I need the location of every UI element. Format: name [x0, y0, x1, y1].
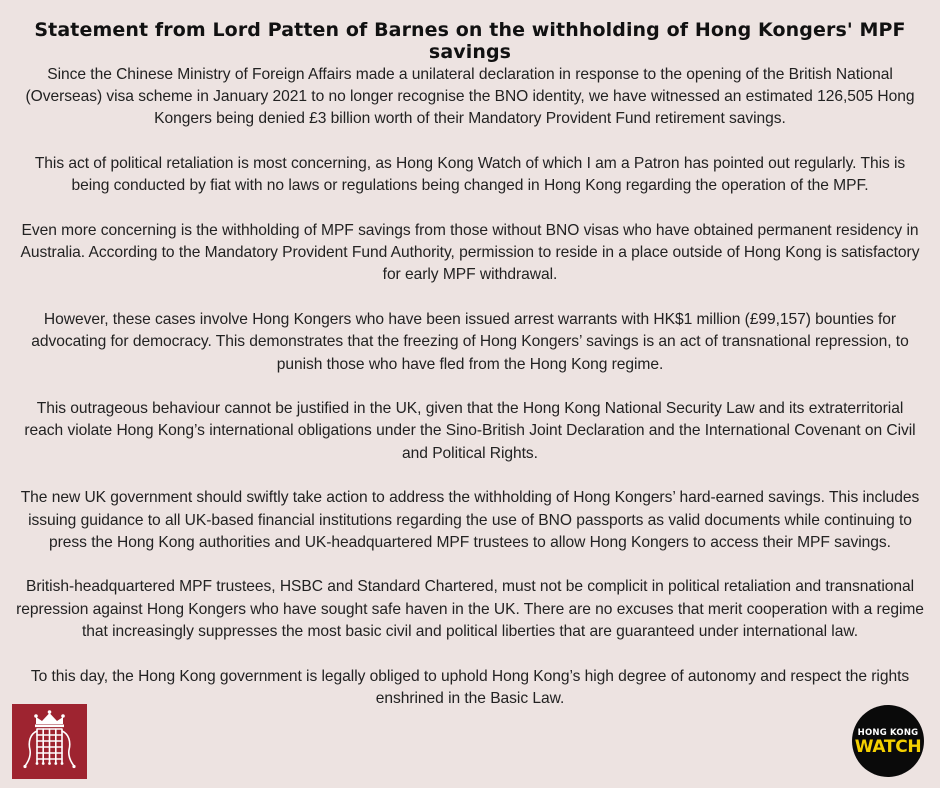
paragraph-line: for early MPF withdrawal. — [382, 266, 558, 284]
statement-paragraph — [0, 666, 940, 710]
portcullis-logo — [12, 704, 87, 779]
statement-paragraph — [0, 220, 940, 287]
hong-kong-watch-logo — [852, 705, 924, 777]
paragraph-line: Even more concerning is the withholding of MPF savings from those without BNO visas who have obtained permanent residency in — [21, 222, 919, 240]
statement-paragraph — [0, 309, 940, 376]
paragraph-line: punish those who have fled from the Hong Kong regime. — [276, 355, 664, 373]
statement-paragraph — [0, 398, 940, 465]
statement-paragraph — [0, 576, 940, 643]
paragraph-line: that increasingly suppresses the most basic civil and political liberties that are guaranteed under international law. — [82, 622, 858, 640]
paragraph-line: Kongers being denied £3 billion worth of their Mandatory Provident Fund retirement savings. — [154, 110, 786, 128]
logo-line-2: WATCH — [854, 737, 922, 757]
logo-line-1: HONG KONG — [857, 728, 919, 738]
statement-paragraph — [0, 64, 940, 131]
statement-paragraph — [0, 487, 940, 554]
paragraph-line: Since the Chinese Ministry of Foreign Affairs made a unilateral declaration in response to the opening of the British National — [47, 66, 893, 83]
paragraph-line: and Political Rights. — [402, 444, 538, 462]
portcullis-crown-icon — [12, 704, 87, 779]
paragraph-line: This act of political retaliation is most concerning, as Hong Kong Watch of which I am a Patron has pointed out regularly. This is — [34, 155, 906, 173]
paragraph-line: The new UK government should swiftly take action to address the withholding of Hong Kongers’ hard-earned savings. This includes — [20, 489, 920, 507]
paragraph-line: Australia. According to the Mandatory Provident Fund Authority, permission to reside in a place outside of Hong Kong is satisfactory — [20, 244, 920, 262]
paragraph-line: This outrageous behaviour cannot be justified in the UK, given that the Hong Kong National Security Law and its extraterritorial — [36, 400, 904, 418]
paragraph-line: being conducted by fiat with no laws or regulations being changed in Hong Kong regarding the operation of the MPF. — [71, 177, 869, 195]
paragraph-line: reach violate Hong Kong’s international obligations under the Sino-British Joint Declaration and the International Covenant on Civil — [24, 422, 916, 440]
paragraph-line: British-headquartered MPF trustees, HSBC and Standard Chartered, must not be complicit in political retaliation and transnational — [25, 578, 915, 596]
paragraph-line: issuing guidance to all UK-based financial institutions regarding the use of BNO passports as valid documents while continuing to — [28, 511, 912, 529]
paragraph-line: enshrined in the Basic Law. — [375, 689, 565, 707]
statement-body — [0, 64, 940, 732]
paragraph-line: repression against Hong Kongers who have sought safe haven in the UK. There are no excuses that merit cooperation with a regime — [16, 600, 924, 618]
paragraph-line: advocating for democracy. This demonstrates that the freezing of Hong Kongers’ savings is an act of transnational repression, to — [31, 333, 909, 351]
paragraph-line: However, these cases involve Hong Kongers who have been issued arrest warrants with HK$1 million (£99,157) bounties for — [43, 311, 897, 329]
page-title: Statement from Lord Patten of Barnes on the withholding of Hong Kongers' MPF savings — [34, 19, 906, 63]
paragraph-line: (Overseas) visa scheme in January 2021 to no longer recognise the BNO identity, we have witnessed an estimated 126,505 Hong — [25, 88, 915, 106]
paragraph-line: To this day, the Hong Kong government is legally obliged to uphold Hong Kong’s high degree of autonomy and respect the rights — [30, 667, 910, 685]
paragraph-line: press the Hong Kong authorities and UK-headquartered MPF trustees to allow Hong Kongers to access their MPF savings. — [49, 533, 891, 551]
statement-paragraph — [0, 153, 940, 197]
